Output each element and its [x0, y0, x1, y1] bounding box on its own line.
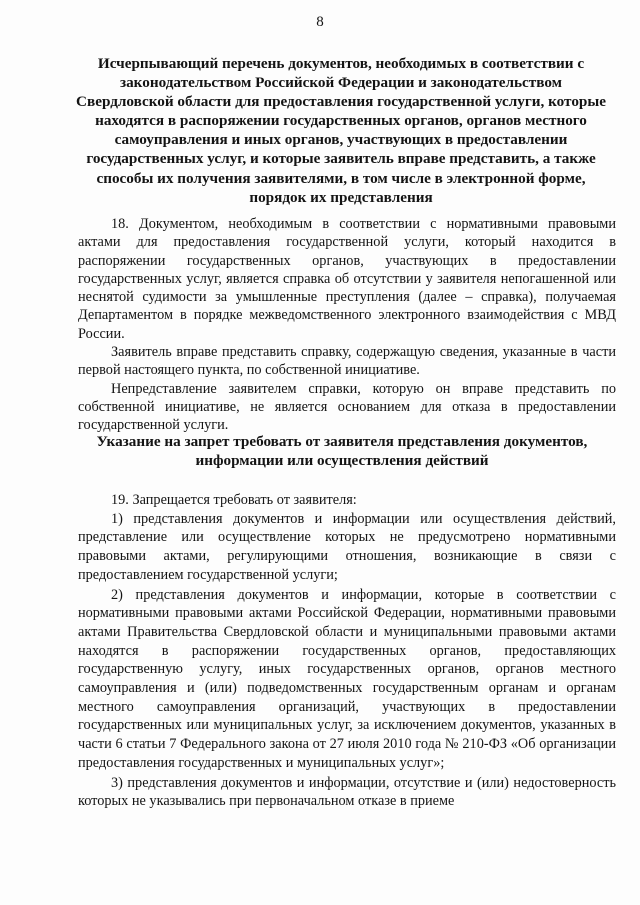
section-body-prohibition	[78, 491, 616, 811]
section-heading-prohibition: Указание на запрет требовать от заявителя представления документов, информации или осуществления действий	[96, 433, 588, 469]
paragraph-19: 19. Запрещается требовать от заявителя:	[111, 492, 357, 508]
paragraph-18: 18. Документом, необходимым в соответствии с нормативными правовыми актами для предоставления государственной услуги, который находится в распоряжении государственных органов, участвующих в предоставлении государственных услуг, является справка об отсутствии у заявителя непогашенной или неснятой судимости за умышленные преступления (далее – справка), получаемая Департаментом в порядке межведомственного электронного взаимодействия с МВД России.	[78, 216, 616, 342]
paragraph-19-item-2: 2) представления документов и информации, которые в соответствии с нормативными правовыми актами Российской Федерации, нормативными правовыми актами Правительства Свердловской области и муниципальными правовыми актами находятся в распоряжении государственных органов, предоставляющих государственную услугу, иных государственных органов, органов местного самоуправления и (или) подведомственных государственным органам и органам местного самоуправления организаций, участвующих в предоставлении государственных или муниципальных услуг, за исключением документов, указанных в части 6 статьи 7 Федерального закона от 27 июля 2010 года № 210-ФЗ «Об организации предоставления государственных и муниципальных услуг»;	[78, 586, 616, 771]
paragraph-18-part-3: Непредставление заявителем справки, которую он вправе представить по собственной инициативе, не является основанием для отказа в предоставлении государственной услуги.	[78, 380, 616, 434]
section-body-documents-list	[78, 215, 616, 435]
paragraph-18-part-2: Заявитель вправе представить справку, содержащую сведения, указанные в части первой настоящего пункта, по собственной инициативе.	[78, 344, 616, 379]
paragraph-19-item-3: 3) представления документов и информации, отсутствие и (или) недостоверность которых не указывались при первоначальном отказе в приеме	[78, 774, 616, 810]
section-heading-documents-list: Исчерпывающий перечень документов, необходимых в соответствии с законодательством Российской Федерации и законодательством Свердловской области для предоставления государственной услуги, которые находятся в распоряжении государственных органов, органов местного самоуправления и иных органов, участвующих в предоставлении государственных услуг, и которые заявитель вправе представить, а также способы их получения заявителями, в том числе в электронной форме, порядок их представления	[76, 55, 606, 206]
paragraph-19-item-1: 1) представления документов и информации или осуществления действий, представление или осуществление которых не предусмотрено нормативными правовыми актами, регулирующими отношения, возникающие в связи с предоставлением государственной услуги;	[78, 510, 616, 583]
page-number: 8	[316, 14, 324, 30]
